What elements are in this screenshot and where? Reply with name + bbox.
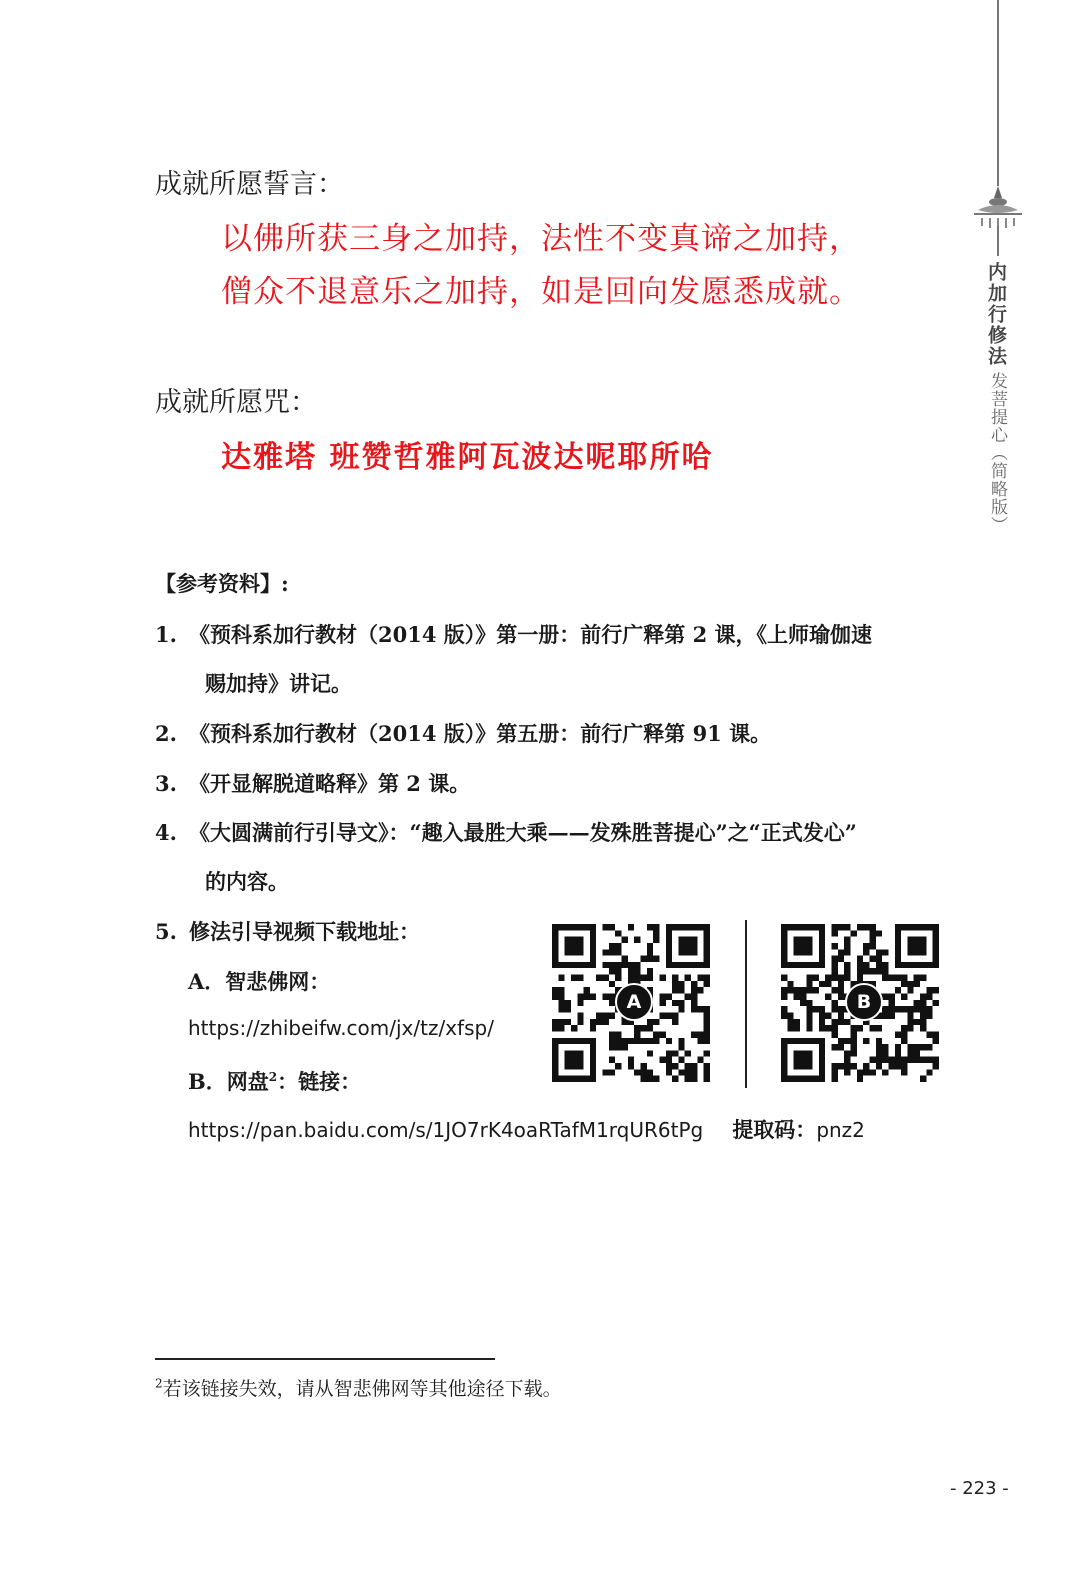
reference-text: 《预科系加行教材（2014 版）》第一册：前行广释第 2 课，《上师瑜伽速 — [189, 622, 872, 647]
vow-line-1: 以佛所获三身之加持，法性不变真谛之加持， — [221, 221, 861, 257]
vow-heading: 成就所愿誓言： — [155, 169, 344, 200]
references-heading: 【参考资料】: — [155, 571, 289, 596]
footnote-ref[interactable]: 2 — [268, 1070, 278, 1084]
reference-item-1-cont: 赐加持》讲记。 — [205, 671, 352, 696]
qr-badge-b: B — [845, 983, 883, 1021]
footnote — [155, 1374, 562, 1401]
side-rule-lower — [997, 226, 999, 256]
reference-item-3 — [155, 768, 470, 798]
download-a-url[interactable]: https://zhibeifw.com/jx/tz/xfsp/ — [188, 1016, 494, 1040]
footnote-rule — [155, 1358, 495, 1360]
page-number: - 223 - — [950, 1478, 1009, 1499]
chapter-title: 内加行修法 — [985, 262, 1007, 367]
reference-item-4 — [155, 817, 857, 847]
reference-item-2 — [155, 718, 771, 748]
reference-text: 修法引导视频下载地址： — [189, 919, 420, 944]
qr-badge-a: A — [615, 983, 653, 1021]
download-b-url[interactable]: https://pan.baidu.com/s/1JO7rK4oaRTafM1rqUR6tPg — [188, 1118, 704, 1142]
reference-number: 3. — [155, 771, 177, 796]
download-b-text: B．网盘 — [188, 1069, 269, 1094]
download-b-label — [188, 1066, 361, 1096]
reference-number: 2. — [155, 721, 177, 746]
reference-text: 《开显解脱道略释》第 2 课。 — [189, 771, 471, 796]
extraction-code-value: pnz2 — [816, 1118, 865, 1142]
footnote-mark: 2 — [155, 1376, 163, 1391]
reference-number: 5. — [155, 919, 177, 944]
reference-text: 《大圆满前行引导文》：“趣入最胜大乘——发殊胜菩提心”之“正式发心” — [189, 820, 857, 845]
reference-item-4-cont: 的内容。 — [205, 869, 289, 894]
mantra-text: 达雅塔 班赞哲雅阿瓦波达呢耶所哈 — [221, 440, 714, 475]
download-b-suffix: ：链接： — [277, 1069, 362, 1094]
extraction-code-label: 提取码： — [732, 1117, 817, 1142]
download-a-label: A．智悲佛网： — [188, 969, 331, 994]
side-rule — [997, 0, 999, 186]
section-subtitle: 发菩提心（简略版） — [987, 372, 1007, 534]
reference-item-5 — [155, 916, 420, 946]
reference-text: 《预科系加行教材（2014 版）》第五册：前行广释第 91 课。 — [189, 721, 772, 746]
reference-number: 1. — [155, 622, 177, 647]
vow-line-2: 僧众不退意乐之加持，如是回向发愿悉成就。 — [221, 274, 861, 310]
reference-item-1 — [155, 619, 872, 649]
reference-number: 4. — [155, 820, 177, 845]
footnote-text: 若该链接失效，请从智悲佛网等其他途径下载。 — [162, 1378, 562, 1400]
qr-divider — [745, 920, 747, 1088]
download-b-row — [188, 1114, 865, 1144]
mantra-heading: 成就所愿咒： — [155, 387, 317, 418]
